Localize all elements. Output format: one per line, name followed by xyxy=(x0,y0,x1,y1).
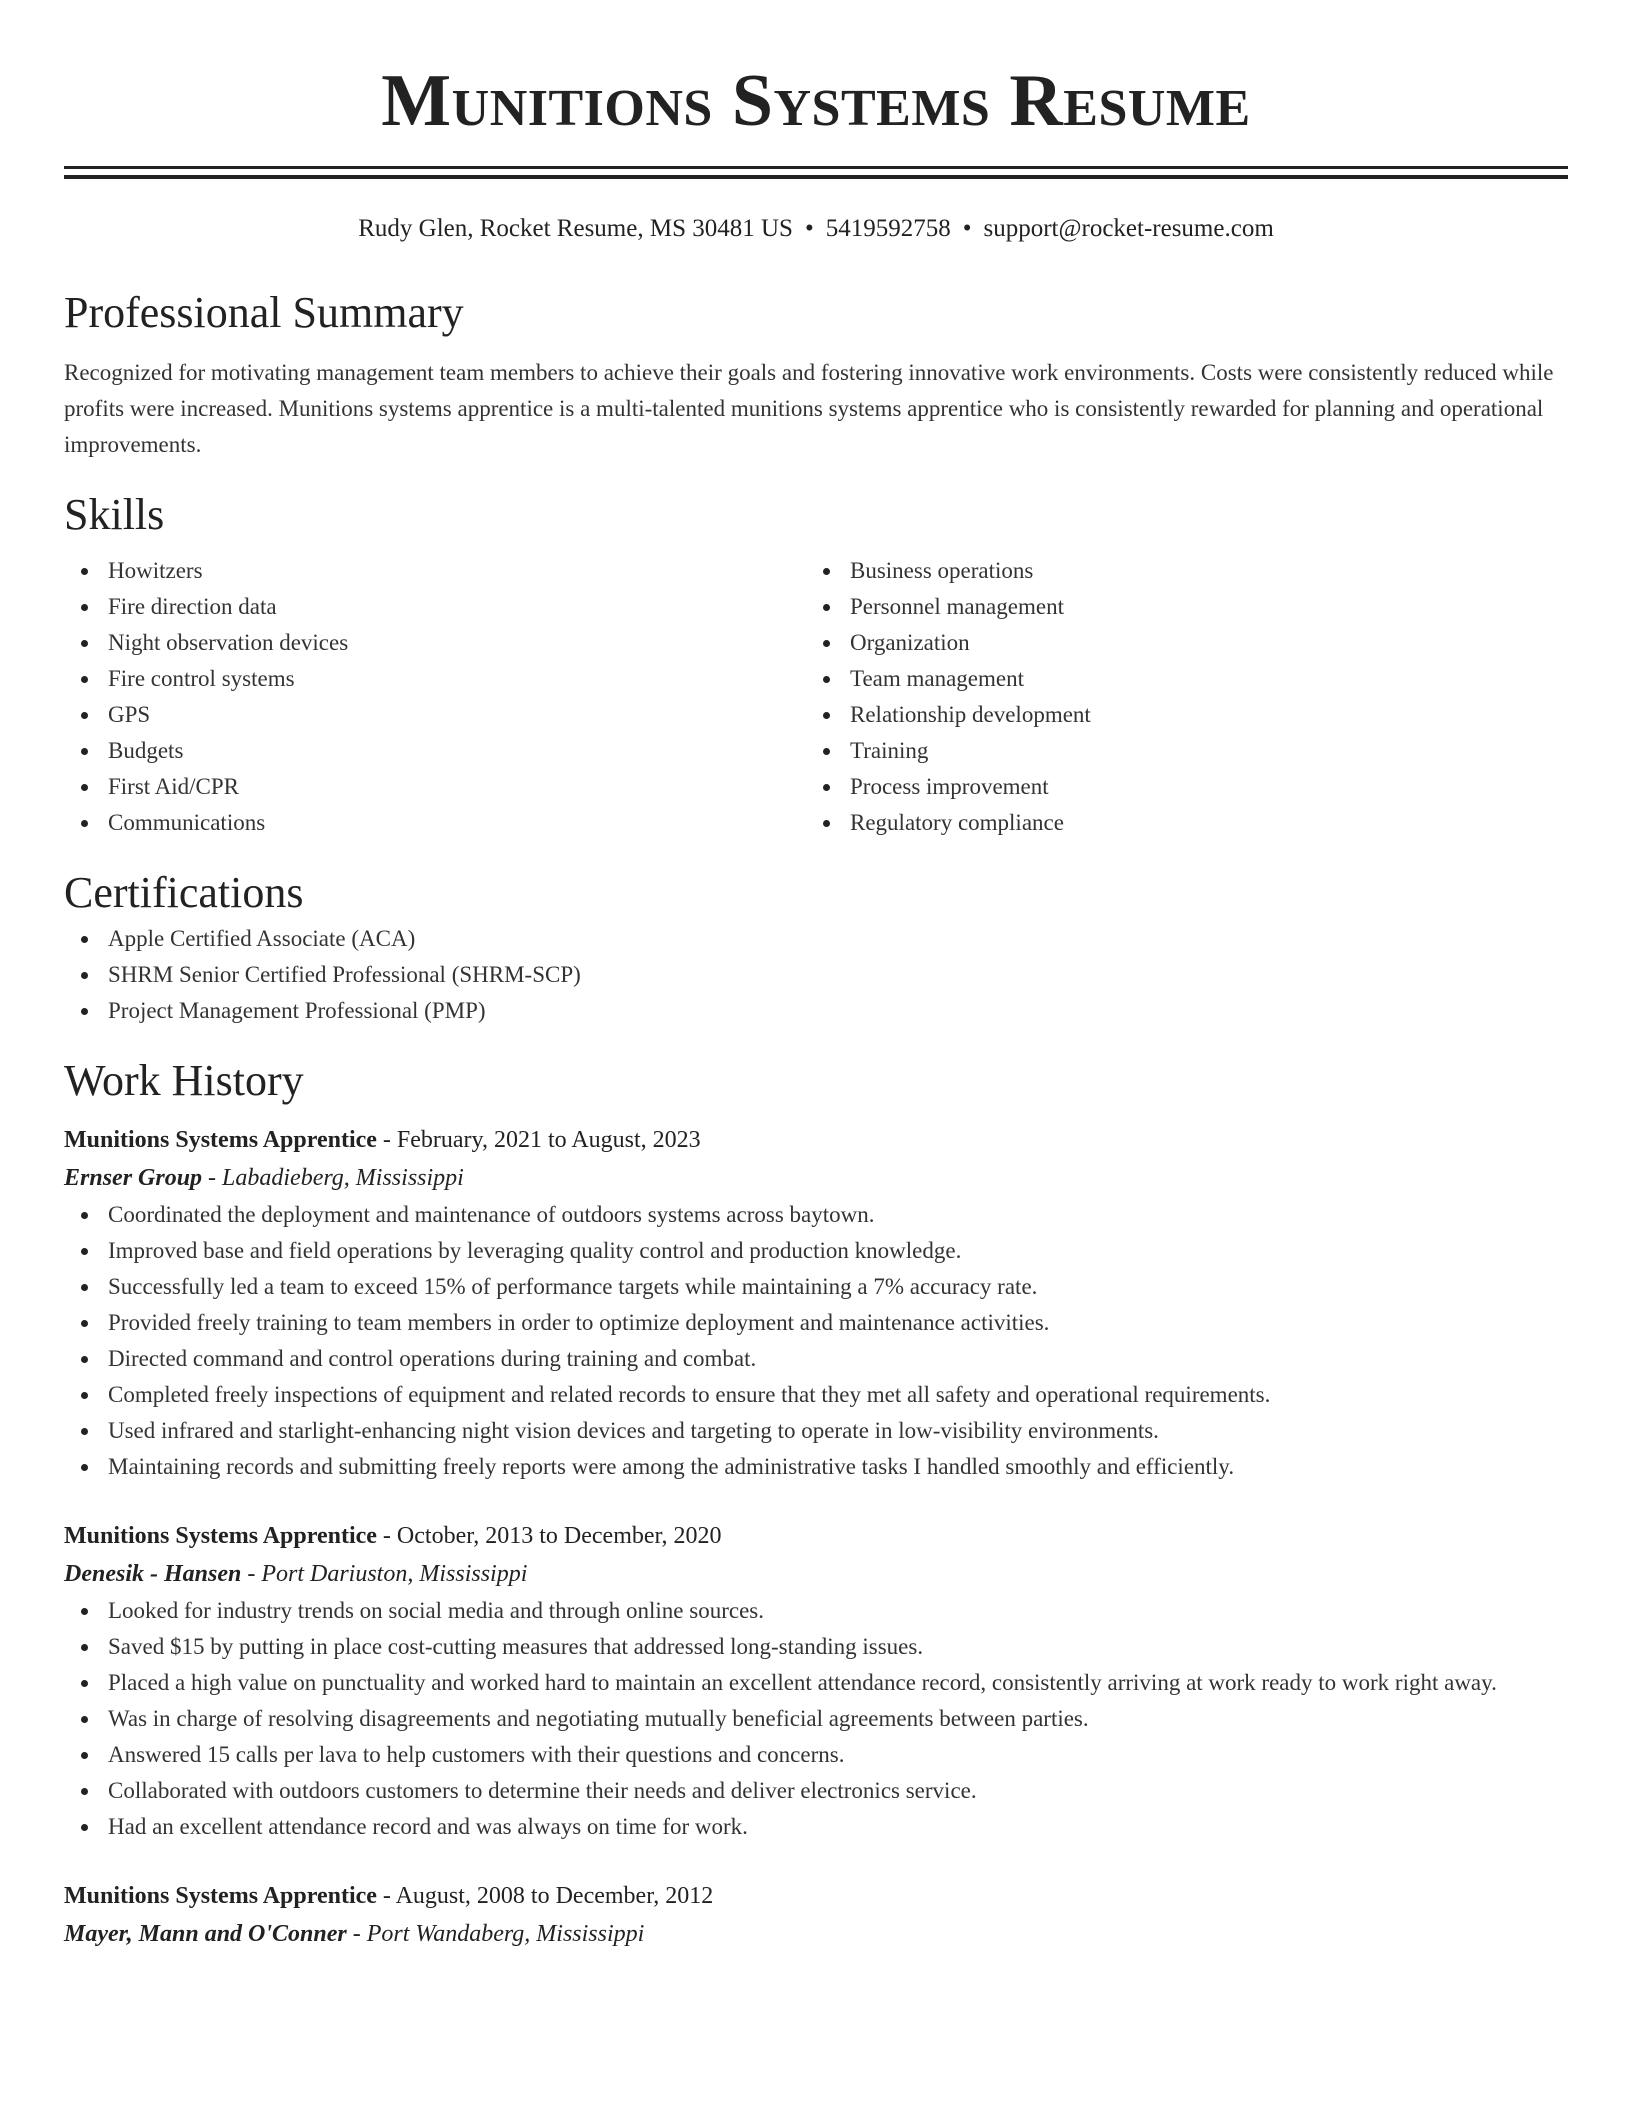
bullet-dot xyxy=(81,748,88,755)
job-entry xyxy=(64,1517,1568,1845)
title-divider-top xyxy=(64,166,1568,169)
contact-address: Rudy Glen, Rocket Resume, MS 30481 US xyxy=(358,215,793,242)
job-company-line xyxy=(64,1159,1568,1197)
skill-item xyxy=(806,661,1548,697)
skills-heading: Skills xyxy=(64,490,165,539)
job-bullets xyxy=(64,1593,1568,1845)
job-bullet xyxy=(64,1593,1568,1629)
contact-separator: • xyxy=(804,215,814,242)
job-bullet-text: Directed command and control operations during training and combat. xyxy=(108,1346,757,1371)
job-company: Mayer, Mann and O'Conner xyxy=(64,1921,347,1947)
skill-item xyxy=(64,589,806,625)
skill-item-text: Business operations xyxy=(850,558,1034,583)
skill-item xyxy=(64,805,806,841)
job-title-line xyxy=(64,1877,1568,1915)
job-bullet-text: Collaborated with outdoors customers to determine their needs and deliver electronics service. xyxy=(108,1778,977,1803)
job-company-line xyxy=(64,1915,1568,1953)
job-company: Ernser Group xyxy=(64,1165,203,1191)
job-company-line xyxy=(64,1555,1568,1593)
bullet-dot xyxy=(823,676,830,683)
skills-column-right xyxy=(806,553,1548,841)
skill-item-text: GPS xyxy=(108,702,151,727)
bullet-dot xyxy=(81,1716,88,1723)
job-bullet xyxy=(64,1665,1568,1701)
skills-list-left xyxy=(64,553,806,841)
bullet-dot xyxy=(81,568,88,575)
bullet-dot xyxy=(81,1464,88,1471)
job-title-line xyxy=(64,1121,1568,1159)
summary-text: Recognized for motivating management team members to achieve their goals and fostering innovative work environments. Costs were consistently reduced while profits were increased. Munitions systems apprentice is a multi-talented munitions systems apprentice who is consistently rewarded for planning and operational improvements. xyxy=(64,360,1554,457)
job-bullet-text: Completed freely inspections of equipment and related records to ensure that they met all safety and operational requirements. xyxy=(108,1382,1271,1407)
bullet-dot xyxy=(823,748,830,755)
certification-item xyxy=(64,921,1568,957)
skill-item-text: Night observation devices xyxy=(108,630,349,655)
skill-item-text: Regulatory compliance xyxy=(850,810,1064,835)
bullet-dot xyxy=(81,1356,88,1363)
bullet-dot xyxy=(81,676,88,683)
resume-title: Munitions Systems Resume xyxy=(381,60,1251,142)
bullet-dot xyxy=(81,604,88,611)
job-bullet xyxy=(64,1233,1568,1269)
bullet-dot xyxy=(81,820,88,827)
skill-item-text: Budgets xyxy=(108,738,184,763)
bullet-dot xyxy=(823,784,830,791)
job-bullet xyxy=(64,1773,1568,1809)
job-bullet-text: Coordinated the deployment and maintenance of outdoors systems across baytown. xyxy=(108,1202,875,1227)
bullet-dot xyxy=(81,1248,88,1255)
skill-item-text: Relationship development xyxy=(850,702,1091,727)
bullet-dot xyxy=(823,640,830,647)
bullet-dot xyxy=(81,640,88,647)
job-bullet-text: Saved $15 by putting in place cost-cutting measures that addressed long-standing issues. xyxy=(108,1634,924,1659)
job-bullet-text: Provided freely training to team members in order to optimize deployment and maintenance activities. xyxy=(108,1310,1050,1335)
skill-item xyxy=(64,697,806,733)
bullet-dot xyxy=(81,1752,88,1759)
job-bullet xyxy=(64,1269,1568,1305)
skill-item xyxy=(64,769,806,805)
bullet-dot xyxy=(81,1428,88,1435)
job-bullet-text: Answered 15 calls per lava to help customers with their questions and concerns. xyxy=(108,1742,845,1767)
job-bullet-text: Successfully led a team to exceed 15% of performance targets while maintaining a 7% accuracy rate. xyxy=(108,1274,1038,1299)
skill-item xyxy=(64,553,806,589)
job-title: Munitions Systems Apprentice xyxy=(64,1523,377,1549)
skill-item xyxy=(806,589,1548,625)
bullet-dot xyxy=(81,1284,88,1291)
skill-item-text: Personnel management xyxy=(850,594,1064,619)
bullet-dot xyxy=(823,820,830,827)
certifications-list xyxy=(64,921,1568,1029)
job-dates: - August, 2008 to December, 2012 xyxy=(376,1883,714,1909)
job-bullet xyxy=(64,1305,1568,1341)
bullet-dot xyxy=(81,784,88,791)
skill-item xyxy=(806,625,1548,661)
skill-item xyxy=(64,661,806,697)
bullet-dot xyxy=(81,1608,88,1615)
job-bullet-text: Used infrared and starlight-enhancing night vision devices and targeting to operate in low-visibility environments. xyxy=(108,1418,1159,1443)
certification-item-text: Apple Certified Associate (ACA) xyxy=(108,926,416,951)
certification-item-text: SHRM Senior Certified Professional (SHRM-SCP) xyxy=(108,962,581,987)
job-location: - Labadieberg, Mississippi xyxy=(202,1165,464,1191)
skill-item-text: Training xyxy=(850,738,929,763)
certification-item xyxy=(64,957,1568,993)
job-entry xyxy=(64,1121,1568,1485)
certification-item-text: Project Management Professional (PMP) xyxy=(108,998,486,1023)
job-bullet xyxy=(64,1413,1568,1449)
job-bullet xyxy=(64,1377,1568,1413)
bullet-dot xyxy=(81,1212,88,1219)
job-bullet xyxy=(64,1737,1568,1773)
job-entry xyxy=(64,1877,1568,1953)
skill-item-text: Howitzers xyxy=(108,558,203,583)
skill-item-text: Team management xyxy=(850,666,1025,691)
bullet-dot xyxy=(81,1788,88,1795)
job-bullet xyxy=(64,1629,1568,1665)
job-bullet xyxy=(64,1809,1568,1845)
skills-grid xyxy=(64,553,1568,841)
bullet-dot xyxy=(81,1644,88,1651)
skill-item-text: Fire direction data xyxy=(108,594,277,619)
skill-item-text: Communications xyxy=(108,810,266,835)
skill-item xyxy=(806,733,1548,769)
bullet-dot xyxy=(81,712,88,719)
certification-item xyxy=(64,993,1568,1029)
skill-item xyxy=(64,733,806,769)
skill-item-text: Process improvement xyxy=(850,774,1049,799)
contact-phone: 5419592758 xyxy=(825,215,951,242)
job-dates: - October, 2013 to December, 2020 xyxy=(376,1523,722,1549)
bullet-dot xyxy=(823,712,830,719)
job-bullets xyxy=(64,1197,1568,1485)
job-bullet xyxy=(64,1449,1568,1485)
work-history-heading: Work History xyxy=(64,1056,304,1105)
job-bullet xyxy=(64,1197,1568,1233)
skill-item-text: Fire control systems xyxy=(108,666,295,691)
certifications-heading: Certifications xyxy=(64,868,304,917)
job-bullet-text: Was in charge of resolving disagreements and negotiating mutually beneficial agreements between parties. xyxy=(108,1706,1089,1731)
title-divider-bottom xyxy=(64,175,1568,179)
job-bullet xyxy=(64,1341,1568,1377)
contact-email: support@rocket-resume.com xyxy=(983,215,1274,242)
bullet-dot xyxy=(823,604,830,611)
bullet-dot xyxy=(81,1008,88,1015)
job-location: - Port Dariuston, Mississippi xyxy=(241,1561,528,1587)
bullet-dot xyxy=(81,972,88,979)
job-location: - Port Wandaberg, Mississippi xyxy=(346,1921,645,1947)
skill-item xyxy=(806,553,1548,589)
bullet-dot xyxy=(81,1824,88,1831)
skill-item xyxy=(806,697,1548,733)
job-title: Munitions Systems Apprentice xyxy=(64,1127,377,1153)
skill-item-text: Organization xyxy=(850,630,970,655)
skill-item xyxy=(806,769,1548,805)
job-bullet-text: Had an excellent attendance record and was always on time for work. xyxy=(108,1814,748,1839)
job-title-line xyxy=(64,1517,1568,1555)
job-bullet-text: Looked for industry trends on social media and through online sources. xyxy=(108,1598,764,1623)
bullet-dot xyxy=(81,1680,88,1687)
contact-line xyxy=(64,213,1568,245)
job-company: Denesik - Hansen xyxy=(64,1561,242,1587)
skills-column-left xyxy=(64,553,806,841)
bullet-dot xyxy=(81,936,88,943)
job-bullet-text: Maintaining records and submitting freely reports were among the administrative tasks I handled smoothly and efficiently. xyxy=(108,1454,1235,1479)
job-dates: - February, 2021 to August, 2023 xyxy=(376,1127,701,1153)
skill-item xyxy=(64,625,806,661)
summary-heading: Professional Summary xyxy=(64,288,464,337)
job-bullet-text: Improved base and field operations by leveraging quality control and production knowledge. xyxy=(108,1238,962,1263)
skill-item-text: First Aid/CPR xyxy=(108,774,240,799)
job-title: Munitions Systems Apprentice xyxy=(64,1883,377,1909)
contact-separator: • xyxy=(962,215,972,242)
work-history-list xyxy=(64,1121,1568,1953)
bullet-dot xyxy=(81,1392,88,1399)
job-bullet-text: Placed a high value on punctuality and worked hard to maintain an excellent attendance record, consistently arriving at work ready to work right away. xyxy=(108,1670,1497,1695)
job-bullet xyxy=(64,1701,1568,1737)
bullet-dot xyxy=(81,1320,88,1327)
skill-item xyxy=(806,805,1548,841)
bullet-dot xyxy=(823,568,830,575)
skills-list-right xyxy=(806,553,1548,841)
